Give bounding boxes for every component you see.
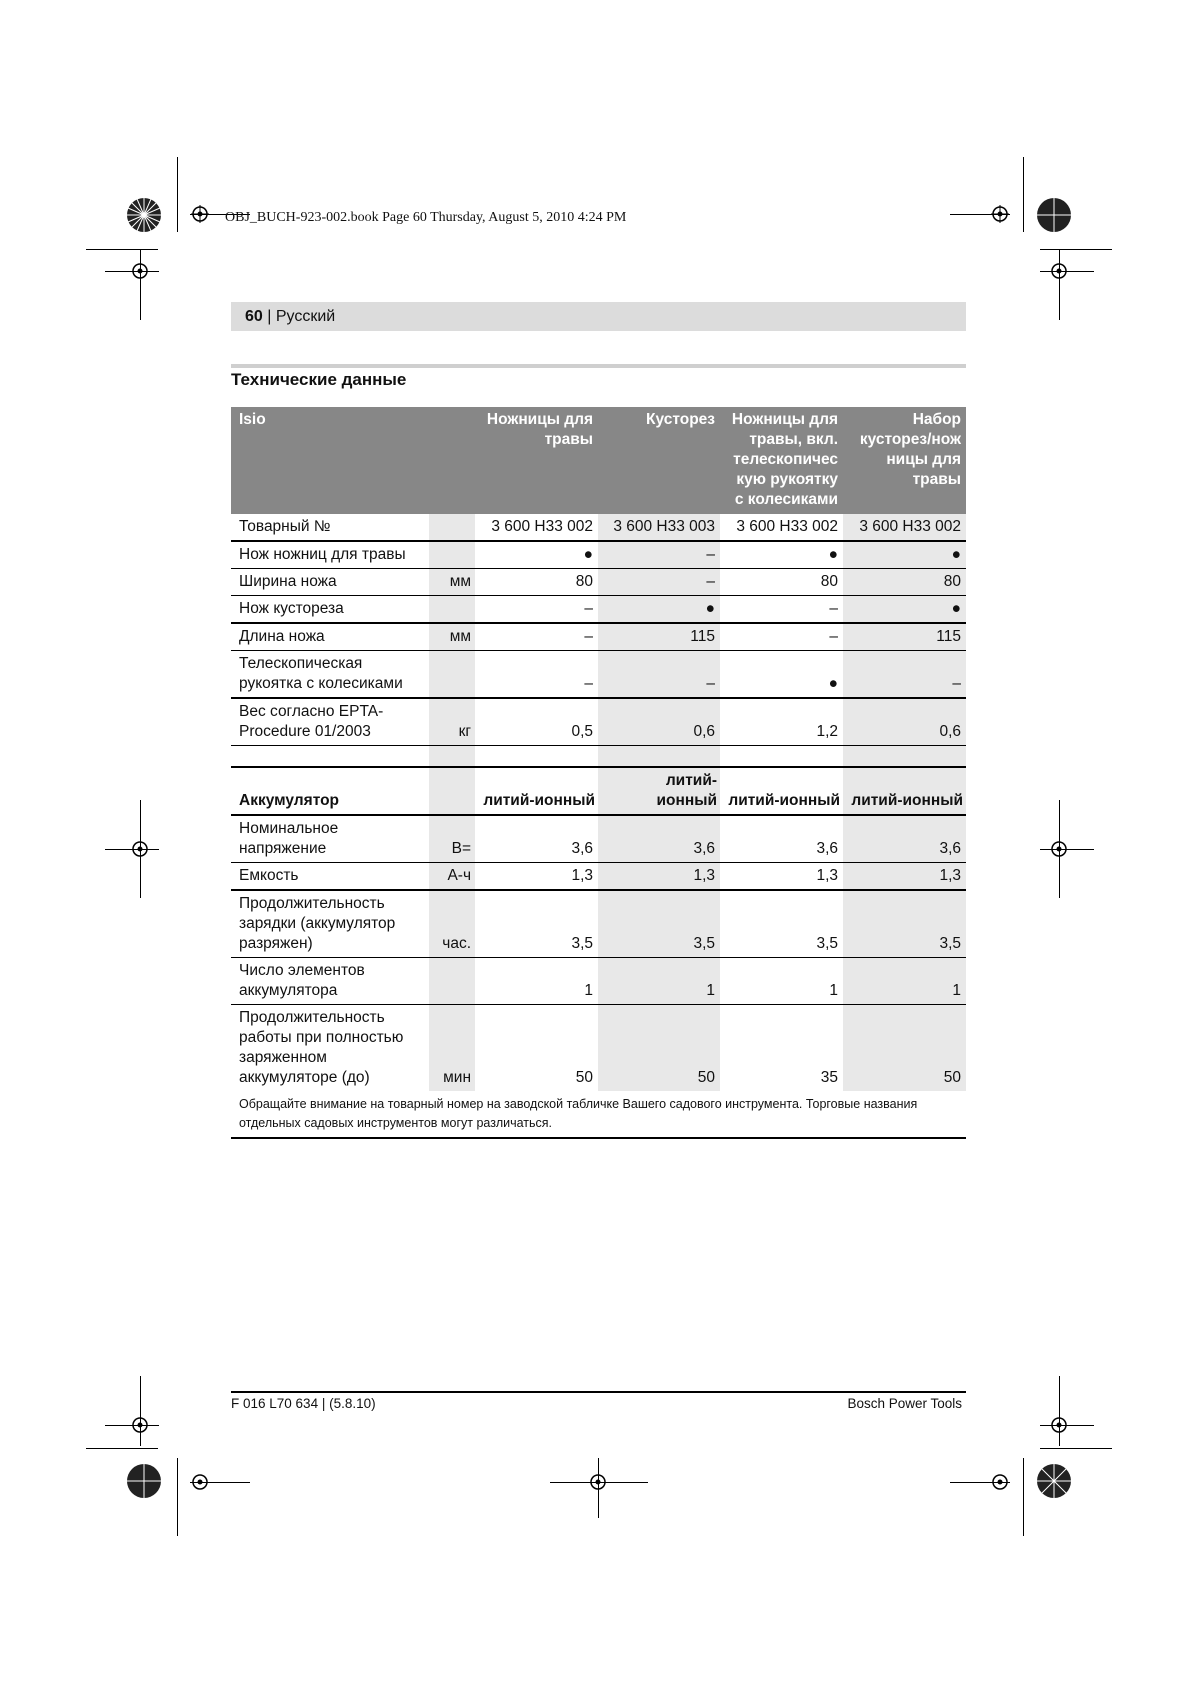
- cell: 115: [598, 623, 720, 651]
- crosshair-icon: [991, 205, 1009, 223]
- table-header-row: [231, 407, 966, 514]
- table-row: [231, 767, 966, 815]
- row-label: Ширина ножа: [231, 569, 429, 596]
- header-cell: Ножницы для травы, вкл. телескопичес кую рукоятку с колесиками: [720, 407, 843, 514]
- cell: 1: [598, 958, 720, 1005]
- cell: литий-ионный: [843, 767, 966, 815]
- table-row: [231, 698, 966, 746]
- row-unit: мм: [429, 569, 475, 596]
- table-row: [231, 815, 966, 863]
- table-row: [231, 1005, 966, 1092]
- registration-wheel-icon: [126, 197, 162, 233]
- row-unit: [429, 596, 475, 624]
- cell: –: [598, 569, 720, 596]
- cell: 3,5: [598, 890, 720, 958]
- cell: ●: [475, 541, 598, 569]
- cell: литий-ионный: [598, 767, 720, 815]
- row-label: Длина ножа: [231, 623, 429, 651]
- row-unit: час.: [429, 890, 475, 958]
- table-row: [231, 890, 966, 958]
- row-unit: [429, 958, 475, 1005]
- row-unit: мин: [429, 1005, 475, 1092]
- cell: 1,3: [598, 863, 720, 891]
- row-label: Вес согласно EPTA-Procedure 01/2003: [231, 698, 429, 746]
- registration-wheel-icon: [1036, 197, 1072, 233]
- section-title: Технические данные: [231, 370, 407, 389]
- header-separator: |: [262, 308, 276, 325]
- crosshair-icon: [991, 1473, 1009, 1491]
- cell: 3,5: [843, 890, 966, 958]
- row-unit: [429, 767, 475, 815]
- cell: 3 600 H33 002: [720, 514, 843, 541]
- row-label: Аккумулятор: [231, 767, 429, 815]
- page-header: [231, 302, 966, 331]
- table-row: [231, 514, 966, 541]
- cell: 3 600 H33 002: [843, 514, 966, 541]
- cell: –: [475, 596, 598, 624]
- cell: 3 600 H33 002: [475, 514, 598, 541]
- cell: 1,3: [720, 863, 843, 891]
- header-cell: Isio: [231, 407, 475, 514]
- cell: 1: [843, 958, 966, 1005]
- cell: 35: [820, 1069, 839, 1086]
- cell: 3,6: [475, 815, 598, 863]
- registration-wheel-icon: [126, 1463, 162, 1499]
- crosshair-icon: [191, 1473, 209, 1491]
- cell: 1: [720, 958, 843, 1005]
- header-cell: Набор кусторез/нож ницы для травы: [843, 407, 966, 514]
- cell: 115: [843, 623, 966, 651]
- row-label: Телескопическая рукоятка с колесиками: [231, 651, 429, 699]
- row-unit: мм: [429, 623, 475, 651]
- cell: ●: [843, 596, 966, 624]
- row-label: Емкость: [231, 863, 429, 891]
- cell: 3 600 H33 003: [598, 514, 720, 541]
- cell: 0,5: [475, 698, 598, 746]
- cell: 80: [720, 569, 843, 596]
- crosshair-icon: [1050, 262, 1068, 280]
- crosshair-icon: [1050, 1416, 1068, 1434]
- cell: 3,6: [843, 815, 966, 863]
- row-unit: [429, 514, 475, 541]
- section-rule: [231, 364, 966, 368]
- row-label: Нож ножниц для травы: [231, 541, 429, 569]
- row-label: Товарный №: [231, 514, 429, 541]
- row-label: Номинальное напряжение: [231, 815, 429, 863]
- crosshair-icon: [1050, 840, 1068, 858]
- print-slug: OBJ_BUCH-923-002.book Page 60 Thursday, August 5, 2010 4:24 PM: [225, 210, 627, 225]
- cell: –: [720, 623, 843, 651]
- header-cell: Кусторез: [598, 407, 720, 514]
- crosshair-icon: [191, 205, 209, 223]
- table-row: [231, 541, 966, 569]
- cell: ●: [720, 541, 843, 569]
- cell: –: [720, 596, 843, 624]
- cell: ●: [720, 651, 843, 699]
- cell: 3,5: [475, 890, 598, 958]
- row-unit: В=: [429, 815, 475, 863]
- page-number: 60: [245, 308, 263, 325]
- cell: 50: [575, 1069, 594, 1086]
- row-unit: А-ч: [429, 863, 475, 891]
- registration-wheel-icon: [1036, 1463, 1072, 1499]
- crosshair-icon: [131, 262, 149, 280]
- cell: 80: [843, 569, 966, 596]
- crosshair-icon: [131, 1416, 149, 1434]
- cell: литий-ионный: [475, 767, 598, 815]
- cell: 3,6: [598, 815, 720, 863]
- row-unit: кг: [429, 698, 475, 746]
- row-unit: [429, 651, 475, 699]
- table-row: [231, 863, 966, 891]
- spec-table: [231, 407, 966, 1139]
- crosshair-icon: [589, 1473, 607, 1491]
- row-label: Продолжительность зарядки (аккумулятор разряжен): [231, 890, 429, 958]
- cell: –: [598, 651, 720, 699]
- footer-doc-code: F 016 L70 634 | (5.8.10): [231, 1396, 376, 1411]
- cell: 80: [475, 569, 598, 596]
- cell: 1,2: [720, 698, 843, 746]
- cell: –: [475, 651, 598, 699]
- table-row: [231, 651, 966, 699]
- cell: –: [843, 651, 966, 699]
- cell: 0,6: [843, 698, 966, 746]
- row-label: Продолжительность работы при полностью заряженном аккумуляторе (до): [239, 1009, 404, 1086]
- cell: литий-ионный: [720, 767, 843, 815]
- table-row: [231, 596, 966, 624]
- footer-brand: Bosch Power Tools: [847, 1396, 962, 1411]
- table-note-row: [231, 1091, 966, 1138]
- table-row: [231, 958, 966, 1005]
- cell: –: [598, 541, 720, 569]
- cell: 1,3: [475, 863, 598, 891]
- row-unit: [429, 541, 475, 569]
- cell: 0,6: [598, 698, 720, 746]
- cell: 1: [475, 958, 598, 1005]
- table-row: [231, 569, 966, 596]
- cell: 3,5: [720, 890, 843, 958]
- cell: ●: [598, 596, 720, 624]
- row-label: Нож кустореза: [231, 596, 429, 624]
- cell: 50: [843, 1005, 966, 1092]
- table-note: Обращайте внимание на товарный номер на заводской табличке Вашего садового инструмента. Торговые названия отдельных садовых инструментов могут различаться.: [231, 1091, 966, 1138]
- cell: ●: [843, 541, 966, 569]
- cell: –: [475, 623, 598, 651]
- crosshair-icon: [131, 840, 149, 858]
- table-row: [231, 623, 966, 651]
- header-language: Русский: [275, 308, 336, 325]
- cell: 1,3: [843, 863, 966, 891]
- table-spacer-row: [231, 746, 966, 768]
- row-label: Число элементов аккумулятора: [231, 958, 429, 1005]
- cell: 3,6: [720, 815, 843, 863]
- cell: 50: [598, 1005, 720, 1092]
- footer-rule: [231, 1391, 966, 1393]
- header-cell: Ножницы для травы: [475, 407, 598, 514]
